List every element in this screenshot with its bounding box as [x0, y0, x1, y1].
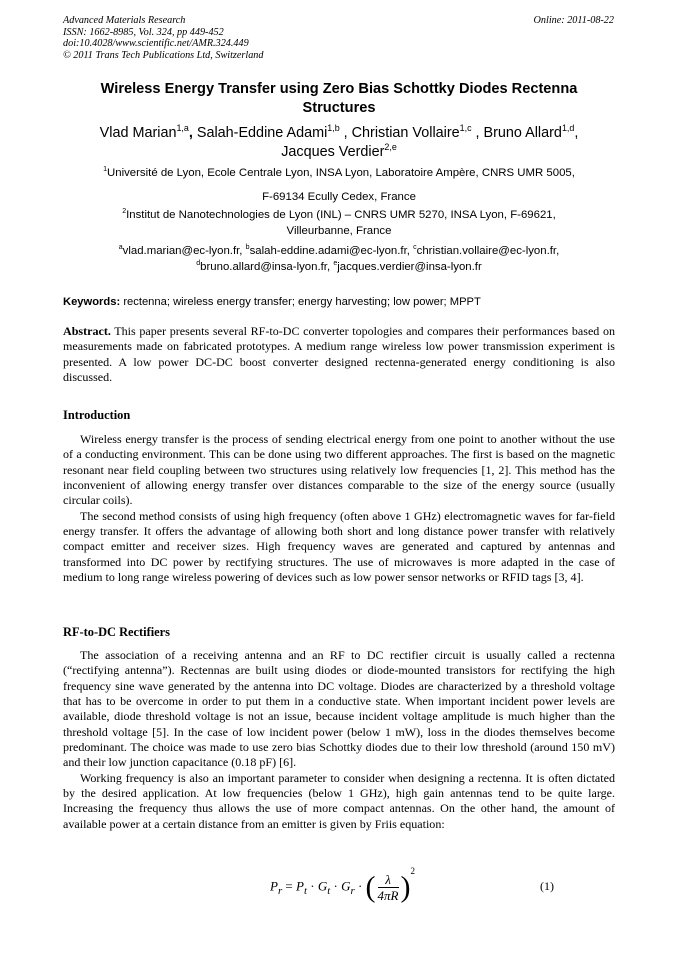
- paragraph: Working frequency is also an important parameter to consider when designing a rectenna. It is often dictated by the desired application. At low frequencies (below 1 GHz), high gain antennas tend to be quite large. Increasing the frequency thus allows the use of more compact antennas. On the other hand, the amount of available power at a certain distance from an emitter is given by Friis equation:: [63, 770, 615, 831]
- eq-fraction: [378, 872, 399, 903]
- email-address[interactable]: jacques.verdier@insa-lyon.fr: [337, 260, 482, 273]
- eq-symbol: P: [270, 878, 278, 894]
- section-heading-introduction: Introduction: [63, 408, 131, 422]
- email-address[interactable]: christian.vollaire@ec-lyon.fr: [416, 245, 557, 257]
- left-paren: (: [365, 870, 376, 904]
- affiliation-number: 1: [103, 166, 108, 174]
- affiliation-2: [63, 208, 615, 239]
- eq-denominator: 4πR: [377, 888, 399, 903]
- author-sup: 1,d: [561, 123, 575, 134]
- paper-title: Wireless Energy Transfer using Zero Bias Schottky Diodes Rectenna Structures: [100, 81, 578, 116]
- abstract-label: Abstract.: [63, 324, 111, 338]
- keywords: [63, 295, 615, 309]
- eq-exponent: 2: [410, 866, 415, 876]
- equation-number: (1): [540, 879, 554, 893]
- email-address[interactable]: bruno.allard@insa-lyon.fr: [200, 260, 327, 273]
- author-list: Vlad Marian$^{1,a}$, Salah-Eddine Adami$^{1,b}$ , Christian Vollaire$^{1,c}$ , Bruno Allard$^{1,d}$, Jacques Verdier$^{2,e}$: [99, 123, 579, 160]
- eq-numerator: λ: [378, 872, 399, 888]
- affiliation-number: 2: [122, 208, 127, 216]
- paragraph: The second method consists of using high frequency (often above 1 GHz) electromagnetic waves for far-field energy transfer. It offers the advantage of allowing both short and long distance power transfer with relatively compact emitter and receiver sizes. High frequency waves are generated and captured by antennas and transformed into DC power by rectifying structures. The use of microwaves is more adapted in the case of medium to long range wireless powering of devices such as low power sensor networks or RFID tags [3, 4].: [63, 508, 615, 585]
- eq-operator: ·: [357, 878, 363, 894]
- author-name: Vlad Marian: [99, 125, 177, 141]
- author-name: Bruno Allard: [483, 125, 562, 141]
- author-sup: 2,e: [384, 142, 397, 153]
- author-name: Salah-Eddine Adami: [196, 125, 328, 141]
- email-list: $^a$vlad.marian@ec-lyon.fr, $^b$salah-eddine.adami@ec-lyon.fr, $^c$christian.vollaire@ec-lyon.fr, $^d$bruno.allard@insa-lyon.fr, $^e$jacques.verdier@insa-lyon.fr: [118, 244, 560, 273]
- abstract-text: This paper presents several RF-to-DC converter topologies and compares their performances based on measurements made on fabricated prototypes. A medium range wireless low power transmission experiment is presented. A low power DC-DC boost converter designed rectenna-generated energy conditioning is also discussed.: [63, 324, 616, 385]
- section-heading-rectifiers: RF-to-DC Rectifiers: [63, 625, 170, 639]
- keywords-text: rectenna; wireless energy transfer; energy harvesting; low power; MPPT: [123, 296, 481, 308]
- abstract: [63, 324, 615, 385]
- eq-operator: =: [285, 878, 293, 894]
- affiliation-text: Université de Lyon, Ecole Centrale Lyon, INSA Lyon, Laboratoire Ampère, CNRS UMR 5005,: [107, 167, 575, 179]
- right-paren: ): [400, 870, 411, 904]
- eq-subscript: t: [303, 885, 307, 898]
- email-sup: b: [245, 244, 250, 252]
- introduction-body: [63, 432, 615, 585]
- eq-symbol: G: [317, 878, 328, 894]
- copyright-line: © 2011 Trans Tech Publications Ltd, Switzerland: [63, 49, 264, 61]
- affiliation-text: Villeurbanne, France: [286, 224, 392, 237]
- online-date: Online: 2011-08-22: [533, 15, 614, 26]
- eq-symbol: P: [296, 878, 304, 894]
- email-address[interactable]: vlad.marian@ec-lyon.fr: [122, 245, 240, 257]
- eq-symbol: G: [341, 878, 351, 894]
- eq-subscript: t: [327, 885, 331, 898]
- paragraph: The association of a receiving antenna and an RF to DC rectifier circuit is usually called a rectenna (“rectifying antenna”). Rectennas are built using diodes or diode-mounted transistors for rectifying the high frequency sine wave generated by the antenna into DC voltage. Diodes are characterized by a threshold voltage that has to be overcome in order to put them in a conductive state. When important incident power levels are available, diode threshold voltage is not an issue, because incident voltage amplitude is much higher than the threshold voltage [5]. In the case of low incident power (below 1 mW), loss in the diodes themselves become predominant. The choice was made to use zero bias Schottky diodes due to their low threshold (around 150 mV) and their low junction capacitance (0.18 pF) [6].: [63, 648, 615, 770]
- author-name: Christian Vollaire: [351, 125, 460, 141]
- doi-line: doi:10.4028/www.scientific.net/AMR.324.449: [63, 38, 249, 50]
- email-sup: c: [413, 244, 417, 252]
- eq-operator: ·: [310, 878, 315, 894]
- journal-header: [63, 15, 263, 61]
- affiliation-text: Institut de Nanotechnologies de Lyon (INL) – CNRS UMR 5270, INSA Lyon, F-69621,: [126, 209, 556, 221]
- email-sup: e: [333, 259, 338, 267]
- paragraph: Wireless energy transfer is the process of sending electrical energy from one point to another without the use of a conducting environment. This can be done using two different approaches. The first is based on the magnetic resonant near field coupling between two structures using relatively low frequencies [1, 2]. This method has the inconvenient of allowing energy transfer over distances comparable to the size of the energy source (usually circular coils).: [63, 432, 615, 508]
- author-name: Jacques Verdier: [281, 144, 385, 160]
- eq-subscript: r: [277, 885, 283, 898]
- author-sup: 1,a: [176, 123, 189, 134]
- author-sup: 1,b: [327, 123, 340, 134]
- affiliation-1-cont: F-69134 Ecully Cedex, France: [262, 191, 416, 203]
- issn-line: ISSN: 1662-8985, Vol. 324, pp 449-452: [63, 26, 224, 38]
- eq-operator: ·: [333, 878, 338, 894]
- email-sup: d: [196, 259, 201, 267]
- journal-name: Advanced Materials Research: [63, 15, 186, 26]
- email-address[interactable]: salah-eddine.adami@ec-lyon.fr: [249, 245, 407, 257]
- email-sup: a: [118, 244, 123, 252]
- rectifiers-body: [63, 648, 615, 832]
- affiliation-1: [63, 166, 615, 182]
- keywords-label: Keywords:: [63, 296, 121, 308]
- eq-subscript: r: [350, 885, 355, 898]
- friis-equation: [270, 866, 415, 904]
- author-sup: 1,c: [459, 123, 472, 134]
